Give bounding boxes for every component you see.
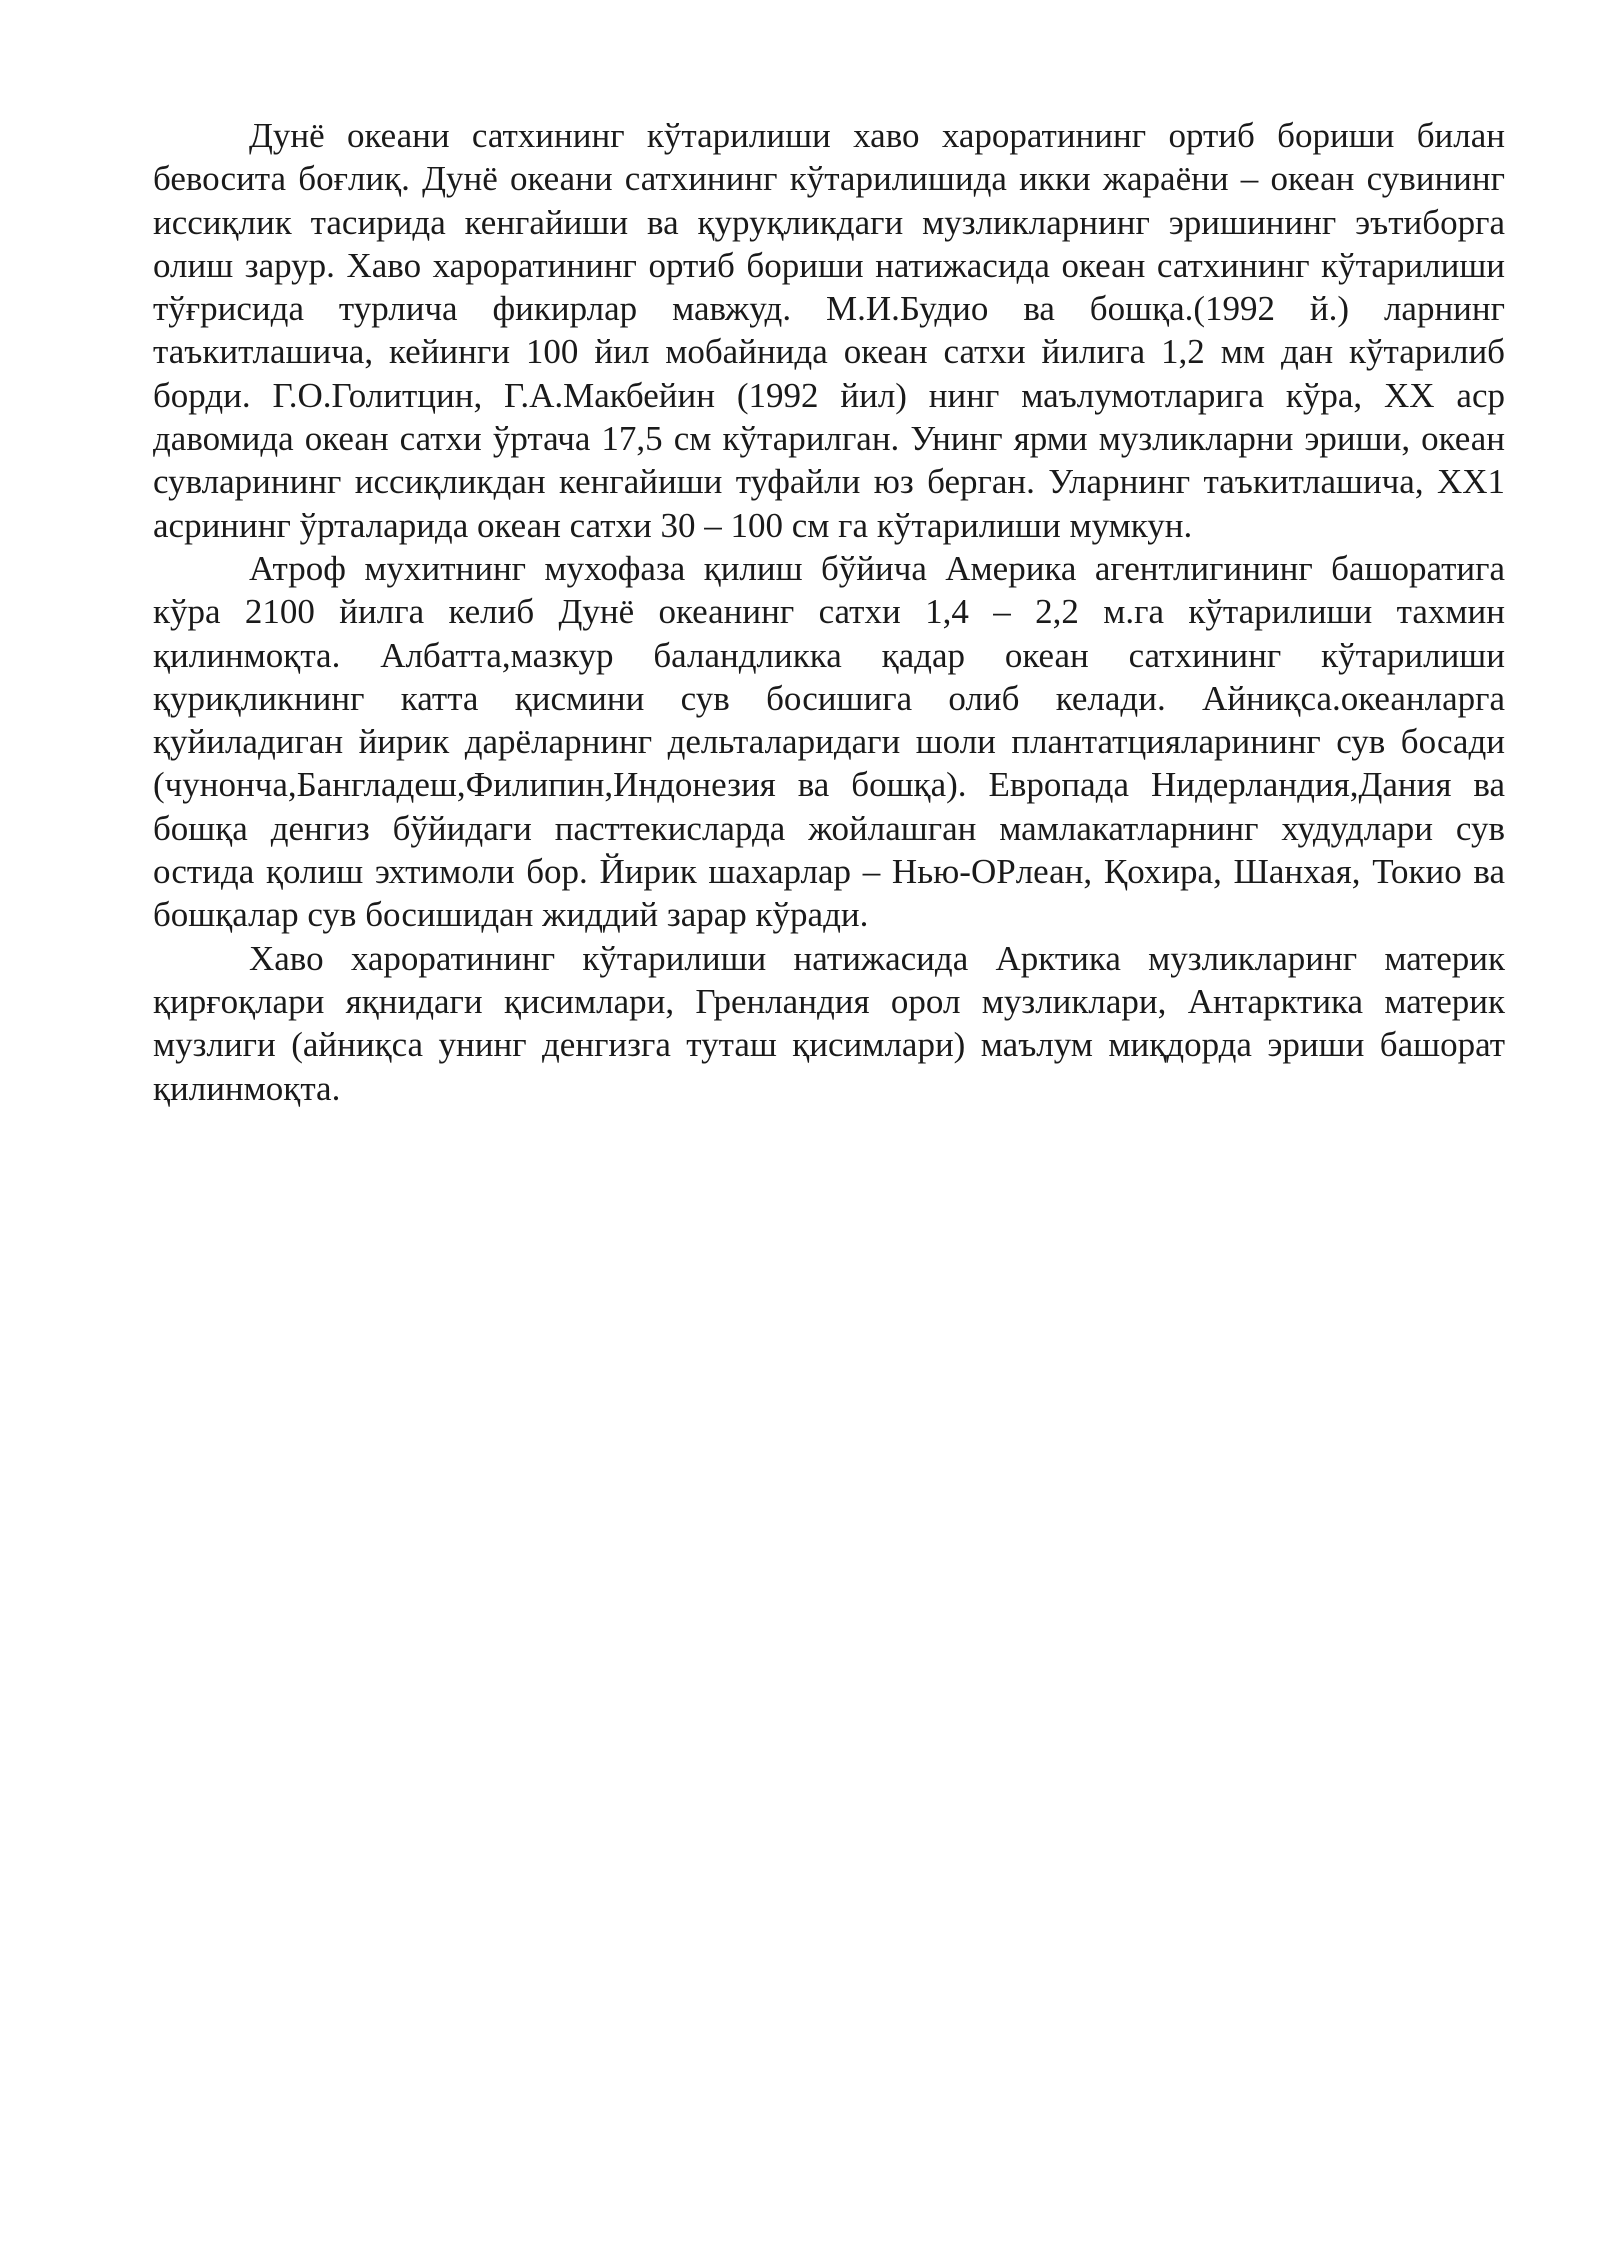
paragraph-epa-forecast: Атроф мухитнинг мухофаза қилиш бўйича Америка агентлигининг башоратига кўра 2100 йилга келиб Дунё океанинг сатхи 1,4 – 2,2 м.га кўтарилиши тахмин қилинмоқта. Албатта,мазкур баландликка қадар океан сатхининг кўтарилиши қуриқликнинг катта қисмини сув босишига олиб келади. Айниқса.океанларга қуйиладиган йирик дарёларнинг дельталаридаги шоли плантатцияларининг сув босади (чунонча,Бангладеш,Филипин,Индонезия ва бошқа). Европада Нидерландия,Дания ва бошқа денгиз бўйидаги пасттекисларда жойлашган мамлакатларнинг худудлари сув остида қолиш эхтимоли бор. Йирик шахарлар – Нью-ОРлеан, Қохира, Шанхая, Токио ва бошқалар сув босишидан жиддий зарар кўради.: [153, 548, 1505, 935]
paragraph-sea-level-rise: Дунё океани сатхининг кўтарилиши хаво хароратининг ортиб бориши билан бевосита боғлиқ. Дунё океани сатхининг кўтарилишида икки жараёни – океан сувининг иссиқлик тасирида кенгайиши ва қуруқликдаги музликларнинг эришининг эътиборга олиш зарур. Хаво хароратининг ортиб бориши натижасида океан сатхининг кўтарилиши тўғрисида турлича фикирлар мавжуд. М.И.Будио ва бошқа.(1992 й.) ларнинг таъкитлашича, кейинги 100 йил мобайнида океан сатхи йилига 1,2 мм дан кўтарилиб борди. Г.О.Голитцин, Г.А.Макбейин (1992 йил) нинг маълумотларига кўра, XX аср давомида океан сатхи ўртача 17,5 см кўтарилган. Унинг ярми музликларни эриши, океан сувларининг иссиқликдан кенгайиши туфайли юз берган. Уларнинг таъкитлашича, XX1 асрининг ўрталарида океан сатхи 30 – 100 см га кўтарилиши мумкун.: [153, 116, 1505, 545]
paragraph-glacier-melting: Хаво хароратининг кўтарилиши натижасида Арктика музликларинг материк қирғоқлари яқнидаги қисимлари, Гренландия орол музликлари, Антарктика материк музлиги (айниқса унинг денгизга туташ қисимлари) маълум миқдорда эриши башорат қилинмоқта.: [153, 938, 1505, 1108]
document-body: [153, 114, 1505, 1110]
